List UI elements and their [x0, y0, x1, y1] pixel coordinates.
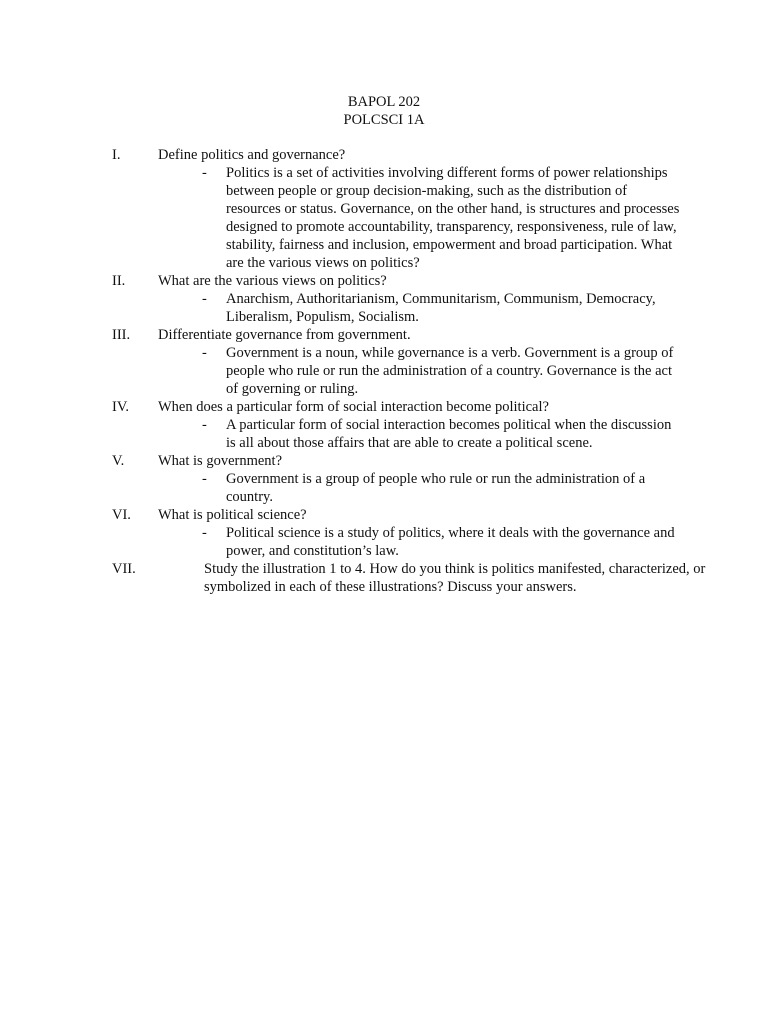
question-item-4: [112, 398, 692, 452]
answer-text: A particular form of social interaction becomes political when the discussion is all about those affairs that are able to create a political scene.: [226, 417, 672, 451]
question-item-6: [112, 506, 692, 560]
question-number: VI.: [112, 507, 131, 523]
answer-item: [202, 344, 684, 398]
question-number: II.: [112, 273, 126, 289]
dash-bullet: -: [202, 525, 207, 541]
answer-text: Political science is a study of politics, where it deals with the governance and power, and constitution’s law.: [226, 525, 675, 559]
answer-text: Politics is a set of activities involving different forms of power relationships between people or group decision-making, such as the distribution of resources or status. Governance, on the other hand, is structures and processes designed to promote accountability, transparency, responsiveness, rule of law, stability, fairness and inclusion, empowerment and broad participation. What are the various views on politics?: [226, 165, 680, 271]
question-number: VII.: [112, 561, 136, 577]
question-item-1: [112, 146, 692, 272]
dash-bullet: -: [202, 471, 207, 487]
dash-bullet: -: [202, 165, 207, 181]
course-subtitle: POLCSCI 1A: [343, 112, 425, 128]
question-item-3: [112, 326, 692, 398]
question-text: Differentiate governance from government.: [158, 327, 411, 343]
question-text: What is government?: [158, 453, 283, 469]
question-item-2: [112, 272, 692, 326]
answer-item: [202, 470, 684, 506]
dash-bullet: -: [202, 417, 207, 433]
course-code: BAPOL 202: [347, 94, 421, 110]
question-item-5: [112, 452, 692, 506]
question-text: What is political science?: [158, 507, 307, 523]
answer-item: [202, 290, 684, 326]
document-header: [0, 93, 768, 129]
answer-item: [202, 524, 684, 560]
answer-text: Government is a group of people who rule or run the administration of a country.: [226, 471, 646, 505]
question-text: When does a particular form of social interaction become political?: [158, 399, 549, 415]
answer-text: Government is a noun, while governance is a verb. Government is a group of people who rule or run the administration of a country. Governance is the act of governing or ruling.: [226, 345, 674, 397]
question-number: V.: [112, 453, 125, 469]
question-number: IV.: [112, 399, 130, 415]
question-number: III.: [112, 327, 131, 343]
question-text: Study the illustration 1 to 4. How do you think is politics manifested, characterized, or symbolized in each of these illustrations? Discuss your answers.: [204, 561, 706, 595]
question-number: I.: [112, 147, 121, 163]
answer-text: Anarchism, Authoritarianism, Communitarism, Communism, Democracy, Liberalism, Populism, Socialism.: [226, 291, 656, 325]
dash-bullet: -: [202, 291, 207, 307]
answer-item: [202, 164, 684, 272]
question-text: What are the various views on politics?: [158, 273, 387, 289]
answer-item: [202, 416, 684, 452]
question-list: [112, 146, 706, 596]
dash-bullet: -: [202, 345, 207, 361]
question-text: Define politics and governance?: [158, 147, 346, 163]
question-item-7: [112, 560, 706, 596]
